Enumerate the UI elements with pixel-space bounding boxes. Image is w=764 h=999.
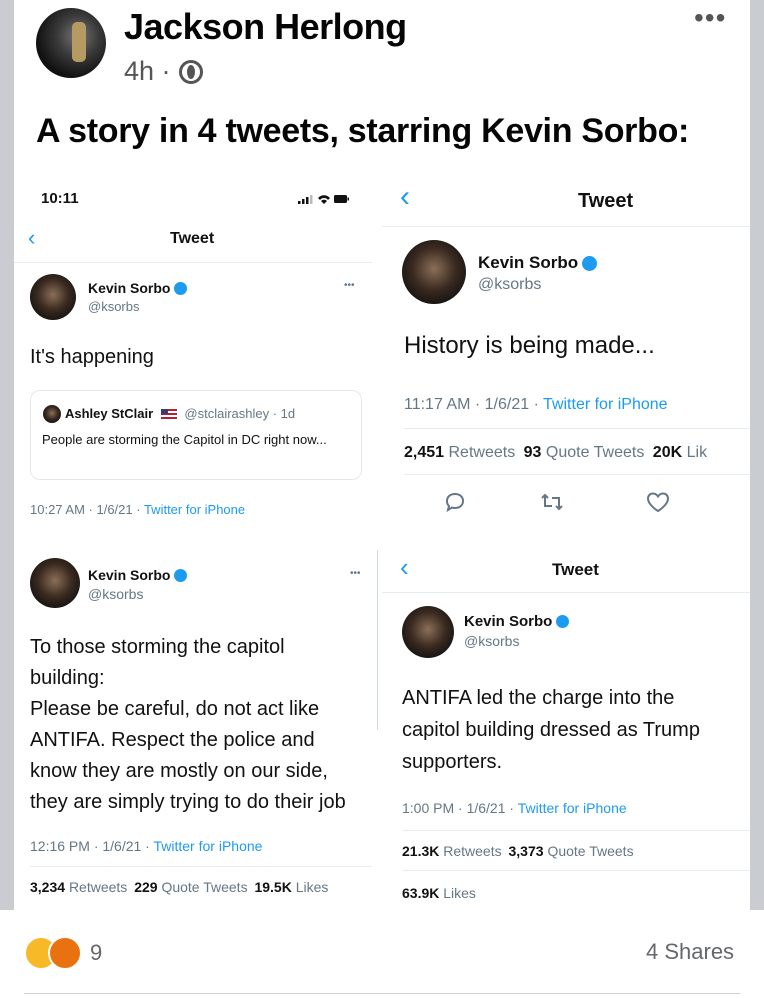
more-icon[interactable]: ••• — [344, 280, 355, 291]
tweet-author-handle[interactable]: @ksorbs — [88, 299, 140, 314]
tweet-author-name[interactable]: Kevin Sorbo — [88, 567, 187, 583]
engagement-stats: 21.3K Retweets 3,373 Quote Tweets — [402, 843, 634, 859]
left-background — [0, 0, 14, 910]
tweet-source[interactable]: Twitter for iPhone — [543, 396, 668, 413]
tweet-author-name[interactable]: Kevin Sorbo — [464, 613, 569, 630]
ashley-stclair-avatar — [43, 405, 61, 423]
angry-reaction-icon — [48, 936, 82, 970]
tweet-author-handle[interactable]: @ksorbs — [478, 276, 542, 293]
tweet-text: ANTIFA led the charge into the capitol building dressed as Trump supporters. — [402, 687, 700, 773]
verified-badge-icon — [556, 615, 569, 628]
tweet-author-handle[interactable]: @ksorbs — [464, 633, 520, 649]
tweet-source[interactable]: Twitter for iPhone — [143, 502, 246, 517]
divider — [377, 550, 378, 730]
verified-badge-icon — [174, 282, 187, 295]
post-text: A story in 4 tweets, starring Kevin Sorbo: — [36, 112, 690, 150]
reactions[interactable] — [24, 936, 84, 968]
tweet-text: It's happening — [30, 346, 154, 368]
nav-title: Tweet — [170, 230, 215, 247]
back-chevron-icon[interactable]: ‹ — [400, 552, 409, 582]
tweet-screenshot-3 — [14, 548, 372, 910]
more-options-icon[interactable]: ••• — [694, 2, 727, 33]
right-background — [750, 0, 764, 910]
kevin-sorbo-avatar[interactable] — [402, 240, 466, 304]
tweet-author-name[interactable]: Kevin Sorbo — [88, 280, 187, 296]
verified-badge-icon — [582, 256, 597, 271]
author-name[interactable]: Jackson Herlong — [124, 6, 407, 47]
tweet-screenshot-4 — [382, 548, 750, 910]
footer-divider — [24, 993, 740, 994]
tweet-source[interactable]: Twitter for iPhone — [517, 800, 627, 816]
reaction-count[interactable]: 9 — [90, 940, 103, 965]
engagement-stats: 2,451 Retweets 93 Quote Tweets 20K Lik — [404, 444, 708, 461]
back-chevron-icon[interactable]: ‹ — [400, 180, 410, 213]
engagement-stats: 3,234 Retweets 229 Quote Tweets 19.5K Likes — [30, 879, 329, 895]
shares-count[interactable]: 4 Shares — [646, 939, 735, 964]
quoted-author: Ashley StClair @stclairashley · 1d — [65, 406, 296, 421]
tweet-timestamp: 10:27 AM · 1/6/21 · Twitter for iPhone — [30, 502, 246, 517]
tweet-author-handle[interactable]: @ksorbs — [88, 586, 144, 602]
quoted-tweet[interactable] — [30, 390, 362, 480]
globe-icon — [179, 60, 203, 84]
nav-title: Tweet — [552, 560, 599, 579]
tweet-timestamp: 11:17 AM · 1/6/21 · Twitter for iPhone — [404, 396, 668, 413]
reply-icon[interactable] — [444, 491, 466, 518]
status-icons — [298, 192, 350, 204]
tweet-author-name[interactable]: Kevin Sorbo — [478, 253, 597, 273]
post-meta — [124, 56, 203, 87]
tweet-source[interactable]: Twitter for iPhone — [153, 838, 263, 854]
nav-title: Tweet — [578, 190, 634, 212]
us-flag-icon — [161, 409, 177, 419]
verified-badge-icon — [174, 569, 187, 582]
like-icon[interactable] — [646, 491, 670, 518]
tweet-timestamp: 12:16 PM · 1/6/21 · Twitter for iPhone — [30, 838, 263, 854]
kevin-sorbo-avatar[interactable] — [402, 606, 454, 658]
tweet-text: History is being made... — [404, 332, 655, 359]
retweet-icon[interactable] — [540, 491, 564, 518]
likes-stat: 63.9K Likes — [402, 885, 476, 901]
tweet-timestamp: 1:00 PM · 1/6/21 · Twitter for iPhone — [402, 800, 627, 816]
quoted-text: People are storming the Capitol in DC right now... — [42, 432, 327, 447]
tweet-screenshot-2 — [382, 176, 750, 532]
kevin-sorbo-avatar[interactable] — [30, 558, 80, 608]
tweet-text: To those storming the capitol building: Please be careful, do not act like ANTIFA. Respect the police and know they are mostly on our side, they are simply trying to do their job — [30, 636, 346, 813]
kevin-sorbo-avatar[interactable] — [30, 274, 76, 320]
more-icon[interactable]: ••• — [350, 568, 361, 579]
back-chevron-icon[interactable]: ‹ — [28, 225, 36, 250]
status-bar-time: 10:11 — [41, 190, 79, 207]
tweet-screenshot-1 — [14, 176, 372, 532]
author-avatar[interactable] — [36, 8, 106, 78]
post-time[interactable]: 4h · — [124, 56, 171, 86]
